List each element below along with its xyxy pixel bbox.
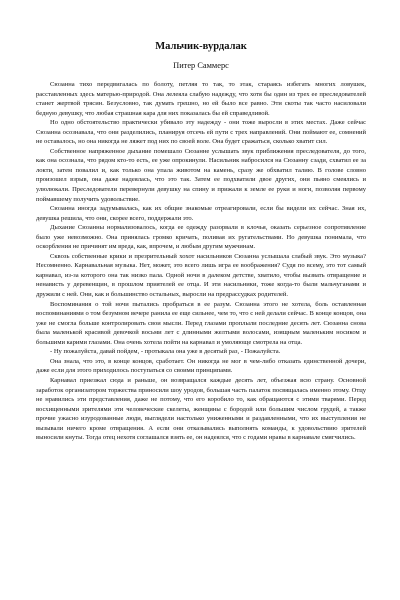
paragraph-8: - Ну пожалуйста, давай пойдем, - протыкала она уже в десятый раз, - Пожалуйста.: [50, 348, 281, 356]
paragraph-1: Сюзанна тихо передвигалась по болоту, петляя то так, то этак, стараясь избегать многих ловушек, расставленных здесь матерью-природой. Она лелеяла слабую надежду, что хотя бы один из трех ее преследователей станет жертвой трясин. Безусловно, так думать грешно, но ей было все равно. Эти скоты так часто насиловали бедную девушку, что любая страшная кара для них показалась бы ей справедливой.: [36, 81, 366, 117]
story-author: Питер Саммерс: [173, 61, 229, 70]
paragraph-4: Сюзанна иногда задумывалась, как их общие знакомые отреагировали, если бы видели их сейчас. Зная их, девушка решила, что они, скорее всего, поддержали это.: [36, 205, 366, 222]
document-page: [36, 40, 366, 592]
paragraph-9: Она знала, что это, в конце концов, сработает. Он никогда не мог в чем-либо отказать единственной дочери, даже если для этого приходилось поступаться со своими принципами.: [36, 357, 366, 375]
paragraph-7: Воспоминания о той ночи пытались пробраться в ее разум. Сюзанна этого не хотела, боль оставленная воспоминаниями о том безумном вечере ранила ее еще сильнее, чем то, что с ней делали сейчас. В конце концов, она уже не смогла больше контролировать свои мысли. Перед глазами проплыли последние десять лет. Сюзанна снова была маленькой красивой девочкой восьми лет с длинными желтыми волосами, изящным маленьким носиком и большими карими глазами. Она очень хотела пойти на карнавал и умоляюще смотрела на отца.: [36, 300, 366, 346]
paragraph-6: Сквозь собственные крики и презрительный хохот насильников Сюзанна услышала слабый звук. Это музыка? Несомненно. Карнавальная музыка. Нет, может, это всего лишь игра ее воображения? Судя по всему, это тот самый карнавал, из-за которого она так низко пала. Одной ночи в далеком детстве, хватило, чтобы вызвать отвращение и ненависть у деревенщин, в прошлом приятелей ее отца. И эти насильники, тоже когда-то были мальчуганами и дружили с ней. Они, как и большинство остальных, выросли на предрассудках родителей.: [36, 252, 366, 299]
paragraph-5: Дыхание Сюзанны нормализовалось, когда ее одежду разорвали в клочья, оказать серьезное сопротивление было уже невозможно. Она принялась громко кричать, поливая их ругательствами. Но девушка понимала, что оскорбления не причинят им вреда, как, впрочем, и любым другим мужчинам.: [36, 224, 366, 251]
story-title: Мальчик-вурдалак: [155, 41, 247, 52]
story-body: [36, 80, 366, 443]
paragraph-10: Карнавал приезжал сюда и раньше, он возвращался каждые десять лет, объезжая всю страну. Основной заработок организатором торжества приносили шоу уродов, большая часть палаток посвящалась именно этому. Отцу не нравились эти представления, даже не потому, что его коробило то, как обращаются с этими тварями. Перед восхищенными зрителями эти человеческие скелеты, женщины с бородой или большим числом грудей, а также прочие ужасно изуродованные люди, выглядели настолько униженными и раздавленными, что их выступления не вызывали ничего кроме отвращения. А если они отказывались выполнять команды, к удовольствию зрителей выносили кнуты. Тогда отец нехотя соглашался взять ее, он надеялся, что с годами нравы в карнавале смягчились.: [36, 376, 366, 442]
paragraph-2: Но одно обстоятельство практически убивало эту надежду - они тоже выросли в этих местах. Даже сейчас Сюзанна осознавала, что они разделились, планируя отсечь ей пути с трех направлений. Они поймают ее, сомнений не оставалось, но она никогда не ляжет под них по своей воле. Она будет сражаться, сколько хватит сил.: [36, 119, 366, 146]
paragraph-3: Собственное напряженное дыхание помешало Сюзанне услышать звук приближения преследователя, до того, как она осознала, что рядом кто-то есть, ее уже опрокинули. Насильник набросился на Сюзанну сзади, схватил ее за локти, затем повалил и, как только она упала животом на камень, сразу же обхватил талию. В голове словно произошел взрыв, она даже надеялась, что это так. Затем ее подхватили двое других, они пьяно смеялись и улюлюкали. Преследователи перевернули девушку на спину и прижали к земле ее руки и ноги, позволяя первому поймавшему получить удовольствие.: [36, 147, 366, 203]
